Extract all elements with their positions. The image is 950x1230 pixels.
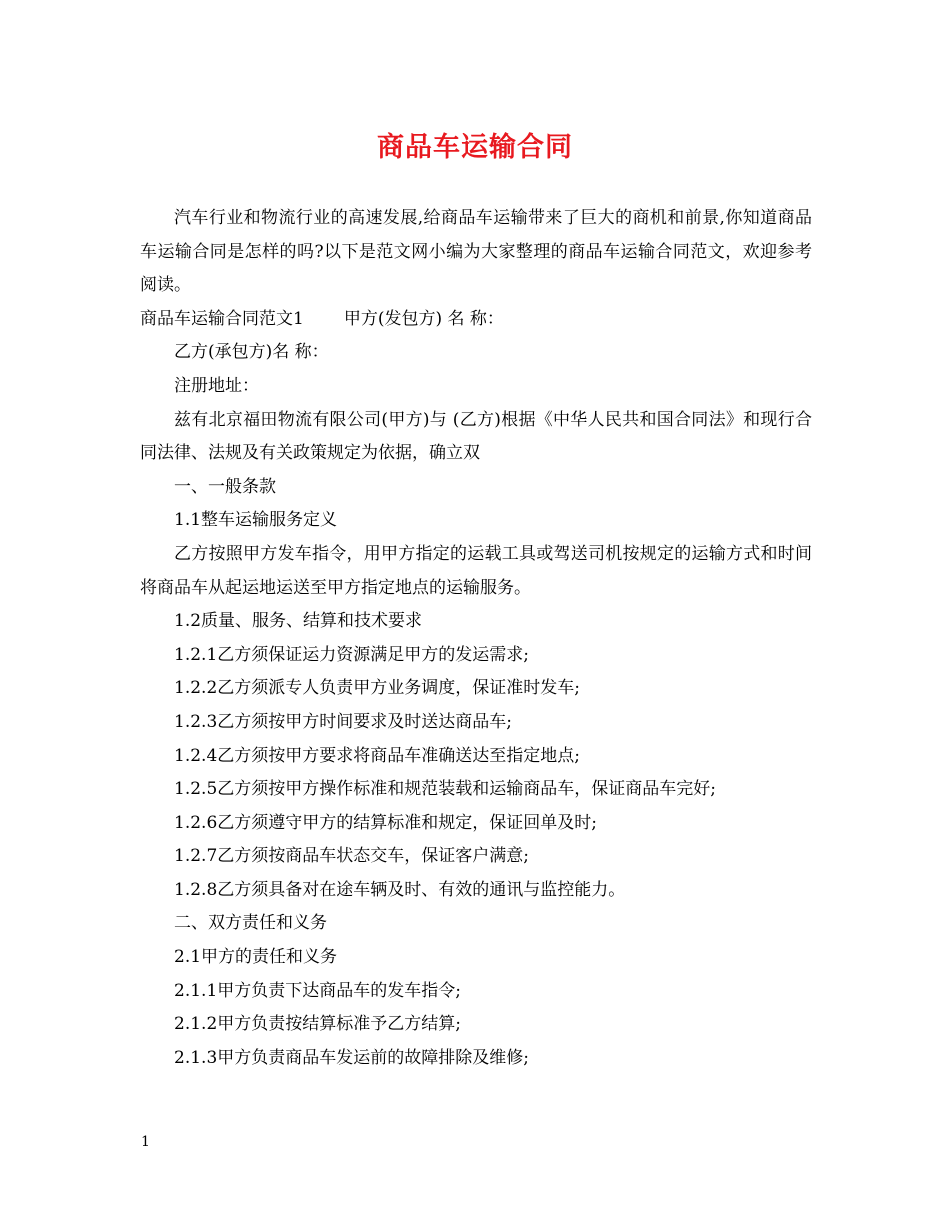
clause: 二、双方责任和义务	[174, 913, 327, 934]
clause: 2.1.1甲方负责下达商品车的发车指令;	[174, 980, 461, 1001]
intro-paragraph: 汽车行业和物流行业的高速发展,给商品车运输带来了巨大的商机和前景,你知道商品车运输合同是怎样的吗?以下是范文网小编为大家整理的商品车运输合同范文，欢迎参考阅读。	[140, 208, 812, 296]
clause: 1.2.1乙方须保证运力资源满足甲方的发运需求;	[174, 644, 529, 665]
clause: 1.2.2乙方须派专人负责甲方业务调度，保证准时发车;	[174, 678, 580, 699]
party-a-label: 甲方(发包方) 名 称：	[343, 308, 504, 329]
document-body	[140, 202, 812, 1075]
clause: 1.2.8乙方须具备对在途车辆及时、有效的通讯与监控能力。	[174, 879, 626, 900]
document-title: 商品车运输合同	[377, 132, 573, 163]
clause: 1.2.5乙方须按甲方操作标准和规范装载和运输商品车，保证商品车完好;	[174, 779, 716, 800]
clause: 2.1.2甲方负责按结算标准予乙方结算;	[174, 1014, 461, 1035]
clause: 乙方按照甲方发车指令，用甲方指定的运载工具或驾送司机按规定的运输方式和时间将商品车从起运地运送至甲方指定地点的运输服务。	[140, 543, 812, 598]
clause: 2.1.3甲方负责商品车发运前的故障排除及维修;	[174, 1047, 529, 1068]
sample-heading: 商品车运输合同范文1	[140, 308, 304, 329]
clause: 1.2.7乙方须按商品车状态交车，保证客户满意;	[174, 846, 529, 867]
clause: 1.2.4乙方须按甲方要求将商品车准确送达至指定地点;	[174, 745, 580, 766]
clause: 1.1整车运输服务定义	[174, 510, 338, 531]
clause: 1.2质量、服务、结算和技术要求	[174, 611, 423, 632]
address-label: 注册地址：	[174, 375, 259, 396]
sample-heading-line	[140, 303, 812, 337]
page-number: 1	[141, 1134, 150, 1150]
clause: 2.1甲方的责任和义务	[174, 947, 338, 968]
clause: 一、一般条款	[174, 476, 276, 497]
clause: 1.2.3乙方须按甲方时间要求及时送达商品车;	[174, 711, 512, 732]
clause: 1.2.6乙方须遵守甲方的结算标准和规定，保证回单及时;	[174, 812, 597, 833]
party-b-label: 乙方(承包方)名 称：	[174, 342, 329, 363]
preamble-paragraph: 兹有北京福田物流有限公司(甲方)与 (乙方)根据《中华人民共和国合同法》和现行合同法律、法规及有关政策规定为依据，确立双	[140, 409, 812, 464]
